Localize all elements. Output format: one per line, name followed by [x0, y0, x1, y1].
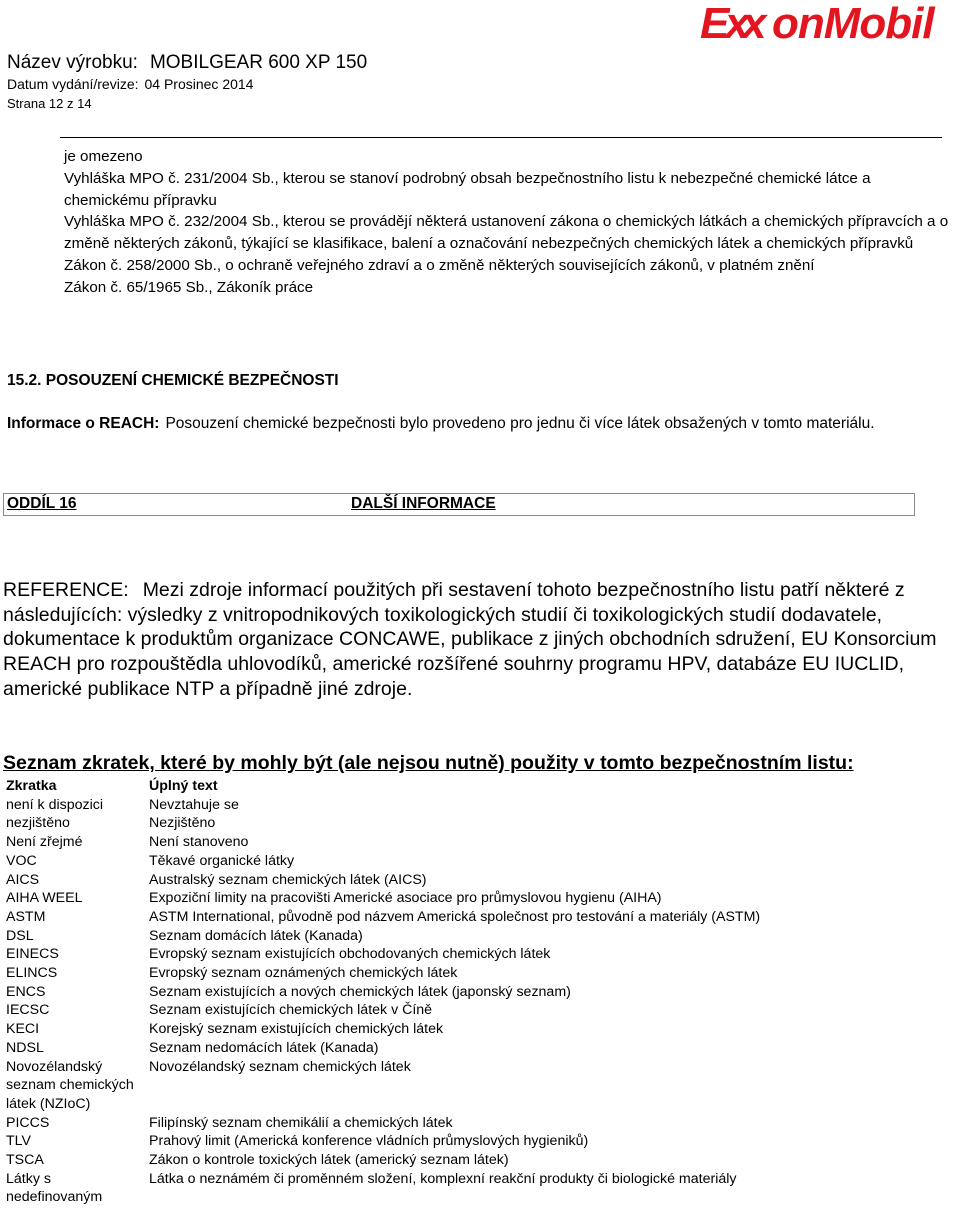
- svg-text:x: x: [742, 0, 765, 48]
- table-row: [6, 927, 760, 946]
- table-row: [6, 833, 760, 852]
- table-row: [6, 814, 760, 833]
- revision-date-label: Datum vydání/revize:: [7, 76, 139, 92]
- reference-label: REFERENCE:: [3, 579, 129, 601]
- section-16-number: ODDÍL 16: [7, 495, 77, 512]
- abbreviation-cell: KECI: [6, 1021, 40, 1038]
- table-row: [6, 983, 760, 1002]
- abbreviation-cell: Látky s nedefinovaným: [6, 1170, 103, 1206]
- reference-text: Mezi zdroje informací použitých při sestavení tohoto bezpečnostního listu patří některé z následujících: výsledky z vnitropodnikových toxikologických studií či toxikologických studií dodavatele, dokumentace k produktům organizace CONCAWE, publikace z jiných obchodních sdružení, EU Konsorcium REACH pro rozpouštědla uhlovodíků, americké rozšířené souhrny programu HPV, databáze EU IUCLID, americké publikace NTP a případně jiné zdroje.: [3, 579, 937, 700]
- full-text-cell: Těkavé organické látky: [149, 852, 295, 869]
- regulations-list: [64, 146, 954, 299]
- full-text-cell: Korejský seznam existujících chemických látek: [149, 1021, 444, 1038]
- full-text-cell: Seznam domácích látek (Kanada): [149, 927, 363, 944]
- reach-text: Posouzení chemické bezpečnosti bylo provedeno pro jednu či více látek obsažených v tomto materiálu.: [165, 415, 875, 432]
- table-row: [6, 852, 760, 871]
- regulation-item: Vyhláška MPO č. 232/2004 Sb., kterou se provádějí některá ustanovení zákona o chemických látkách a chemických přípravcích a o změně některých zákonů, týkající se klasifikace, balení a označování nebezpečných chemických látek a chemických přípravků: [64, 213, 949, 253]
- abbreviation-cell: Novozélandský seznam chemických látek (NZIoC): [6, 1058, 134, 1112]
- full-text-cell: Není stanoveno: [149, 834, 249, 851]
- abbreviation-cell: AIHA WEEL: [6, 890, 83, 907]
- full-text-cell: Nevztahuje se: [149, 796, 239, 813]
- abbreviation-cell: Není zřejmé: [6, 834, 83, 851]
- regulation-item: Zákon č. 258/2000 Sb., o ochraně veřejného zdraví a o změně některých souvisejících zákonů, v platném znění: [64, 256, 815, 274]
- abbreviation-cell: TSCA: [6, 1152, 44, 1169]
- table-row: [6, 1151, 760, 1170]
- table-row: [6, 1058, 760, 1114]
- full-text-cell: Australský seznam chemických látek (AICS): [149, 871, 427, 888]
- full-text-cell: ASTM International, původně pod názvem Americká společnost pro testování a materiály (ASTM): [149, 908, 761, 925]
- revision-date-line: [7, 76, 253, 92]
- product-name-line: [7, 52, 367, 74]
- table-row: [6, 889, 760, 908]
- product-name-label: Název výrobku:: [7, 52, 138, 73]
- full-text-cell: Expoziční limity na pracovišti Americké asociace pro průmyslovou hygienu (AIHA): [149, 890, 662, 907]
- full-text-cell: Novozélandský seznam chemických látek: [149, 1058, 411, 1075]
- full-text-cell: Prahový limit (Americká konference vládních průmyslových hygieniků): [149, 1133, 589, 1150]
- table-row: [6, 945, 760, 964]
- abbreviation-cell: ENCS: [6, 983, 46, 1000]
- abbreviations-heading: Seznam zkratek, které by mohly být (ale nejsou nutně) použity v tomto bezpečnostním listu:: [3, 752, 854, 774]
- header-divider: [60, 137, 942, 138]
- full-text-cell: Seznam existujících chemických látek v Číně: [149, 1002, 433, 1019]
- full-text-cell: Evropský seznam existujících obchodovaných chemických látek: [149, 946, 551, 963]
- reach-label: Informace o REACH:: [7, 415, 160, 432]
- abbreviation-cell: není k dispozici: [6, 796, 103, 813]
- table-row: [6, 1039, 760, 1058]
- svg-text:x: x: [725, 0, 748, 48]
- column-header-full-text: Úplný text: [149, 778, 218, 794]
- abbreviation-cell: ASTM: [6, 908, 46, 925]
- full-text-cell: Seznam existujících a nových chemických látek (japonský seznam): [149, 983, 571, 1000]
- exxonmobil-logo: [698, 0, 960, 53]
- table-header-row: [6, 777, 760, 796]
- regulation-item: Zákon č. 65/1965 Sb., Zákoník práce: [64, 278, 314, 296]
- table-row: [6, 871, 760, 890]
- table-row: [6, 1001, 760, 1020]
- abbreviation-cell: ELINCS: [6, 965, 58, 982]
- abbreviation-cell: nezjištěno: [6, 815, 70, 832]
- page-number: Strana 12 z 14: [7, 96, 92, 111]
- reach-info: [7, 413, 942, 434]
- regulation-item: Vyhláška MPO č. 231/2004 Sb., kterou se stanoví podrobný obsah bezpečnostního listu k nebezpečné chemické látce a chemickému přípravku: [64, 169, 871, 209]
- exxonmobil-logo-image: [698, 0, 960, 48]
- abbreviation-cell: TLV: [6, 1133, 31, 1150]
- abbreviation-cell: EINECS: [6, 946, 59, 963]
- abbreviation-cell: NDSL: [6, 1039, 44, 1056]
- full-text-cell: Nezjištěno: [149, 815, 216, 832]
- table-row: [6, 1020, 760, 1039]
- abbreviations-table: [6, 777, 760, 1207]
- revision-date-value: 04 Prosinec 2014: [144, 76, 254, 92]
- abbreviation-cell: DSL: [6, 927, 34, 944]
- abbreviation-cell: VOC: [6, 852, 37, 869]
- full-text-cell: Filipínský seznam chemikálií a chemických látek: [149, 1114, 453, 1131]
- full-text-cell: Evropský seznam oznámených chemických látek: [149, 965, 458, 982]
- table-row: [6, 1132, 760, 1151]
- section-16-header: [3, 493, 915, 516]
- abbreviation-cell: IECSC: [6, 1002, 50, 1019]
- full-text-cell: Látka o neznámém či proměnném složení, komplexní reakční produkty či biologické materiály: [149, 1170, 737, 1187]
- section-15-2-title: 15.2. POSOUZENÍ CHEMICKÉ BEZPEČNOSTI: [7, 372, 339, 389]
- reference-paragraph: [3, 578, 953, 702]
- full-text-cell: Zákon o kontrole toxických látek (americký seznam látek): [149, 1152, 509, 1169]
- table-row: [6, 796, 760, 815]
- abbreviation-cell: PICCS: [6, 1114, 50, 1131]
- abbreviation-cell: AICS: [6, 871, 40, 888]
- table-row: [6, 908, 760, 927]
- table-row: [6, 1114, 760, 1133]
- full-text-cell: Seznam nedomácích látek (Kanada): [149, 1039, 379, 1056]
- regulation-item: je omezeno: [64, 148, 143, 165]
- product-name-value: MOBILGEAR 600 XP 150: [149, 52, 368, 73]
- svg-text:E: E: [700, 0, 728, 48]
- table-row: [6, 1170, 760, 1207]
- section-16-title: DALŠÍ INFORMACE: [351, 495, 496, 512]
- table-row: [6, 964, 760, 983]
- column-header-abbreviation: Zkratka: [6, 778, 57, 794]
- svg-text:onMobil: onMobil: [772, 0, 934, 48]
